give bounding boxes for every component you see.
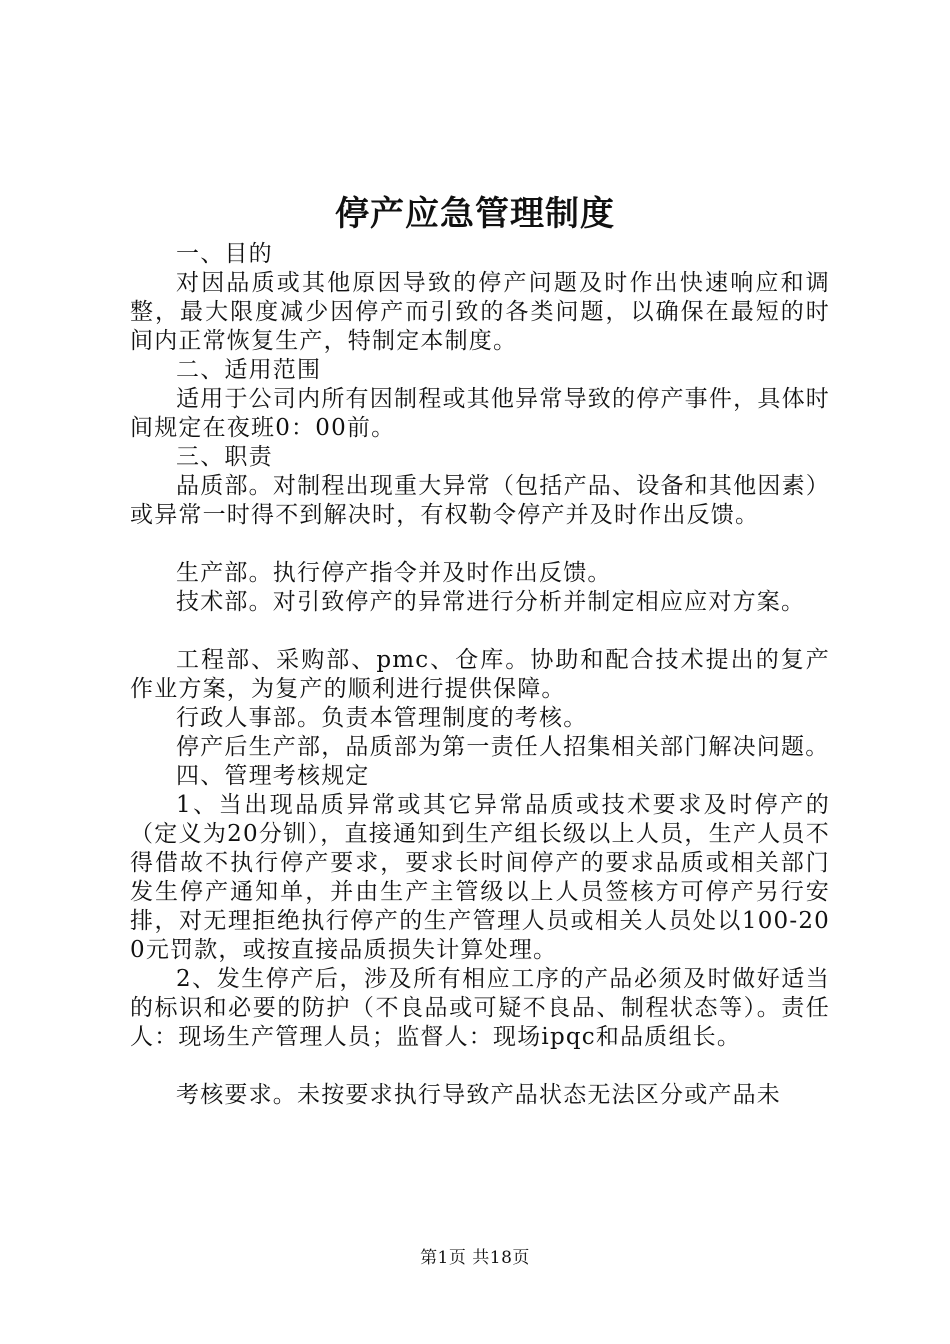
paragraph-assessment: 考核要求。未按要求执行导致产品状态无法区分或产品未	[176, 1082, 781, 1108]
paragraph-production-dept: 生产部。执行停产指令并及时作出反馈。	[176, 560, 612, 586]
paragraph-responsible-party: 停产后生产部，品质部为第一责任人招集相关部门解决问题。	[176, 734, 830, 760]
paragraph-purpose: 对因品质或其他原因导致的停产问题及时作出快速响应和调整，最大限度减少因停产而引致的各类问题，以确保在最短的时间内正常恢复生产，特制定本制度。	[130, 270, 830, 354]
document-title: 停产应急管理制度	[335, 194, 615, 234]
section-heading-rules: 四、管理考核规定	[176, 763, 370, 789]
page-footer: 第1页 共18页	[420, 1248, 530, 1268]
paragraph-quality-dept: 品质部。对制程出现重大异常（包括产品、设备和其他因素）或异常一时得不到解决时，有权勒令停产并及时作出反馈。	[130, 473, 830, 528]
paragraph-engineering-dept: 工程部、采购部、pmc、仓库。协助和配合技术提出的复产作业方案，为复产的顺利进行提供保障。	[130, 647, 830, 702]
paragraph-scope: 适用于公司内所有因制程或其他异常导致的停产事件，具体时间规定在夜班0：00前。	[130, 386, 830, 441]
paragraph-rule-2: 2、发生停产后，涉及所有相应工序的产品必须及时做好适当的标识和必要的防护（不良品或可疑不良品、制程状态等）。责任人：现场生产管理人员；监督人：现场ipqc和品质组长。	[130, 966, 830, 1050]
document-body	[130, 240, 830, 1110]
paragraph-admin-dept: 行政人事部。负责本管理制度的考核。	[176, 705, 588, 731]
section-heading-scope: 二、适用范围	[176, 357, 322, 383]
section-heading-purpose: 一、目的	[176, 241, 273, 267]
section-heading-duties: 三、职责	[176, 444, 273, 470]
paragraph-tech-dept: 技术部。对引致停产的异常进行分析并制定相应应对方案。	[176, 589, 806, 615]
paragraph-rule-1: 1、当出现品质异常或其它异常品质或技术要求及时停产的（定义为20分钏），直接通知到生产组长级以上人员，生产人员不得借故不执行停产要求，要求长时间停产的要求品质或相关部门发生停产通知单，并由生产主管级以上人员签核方可停产另行安排，对无理拒绝执行停产的生产管理人员或相关人员处以100-200元罚款，或按直接品质损失计算处理。	[130, 792, 830, 963]
